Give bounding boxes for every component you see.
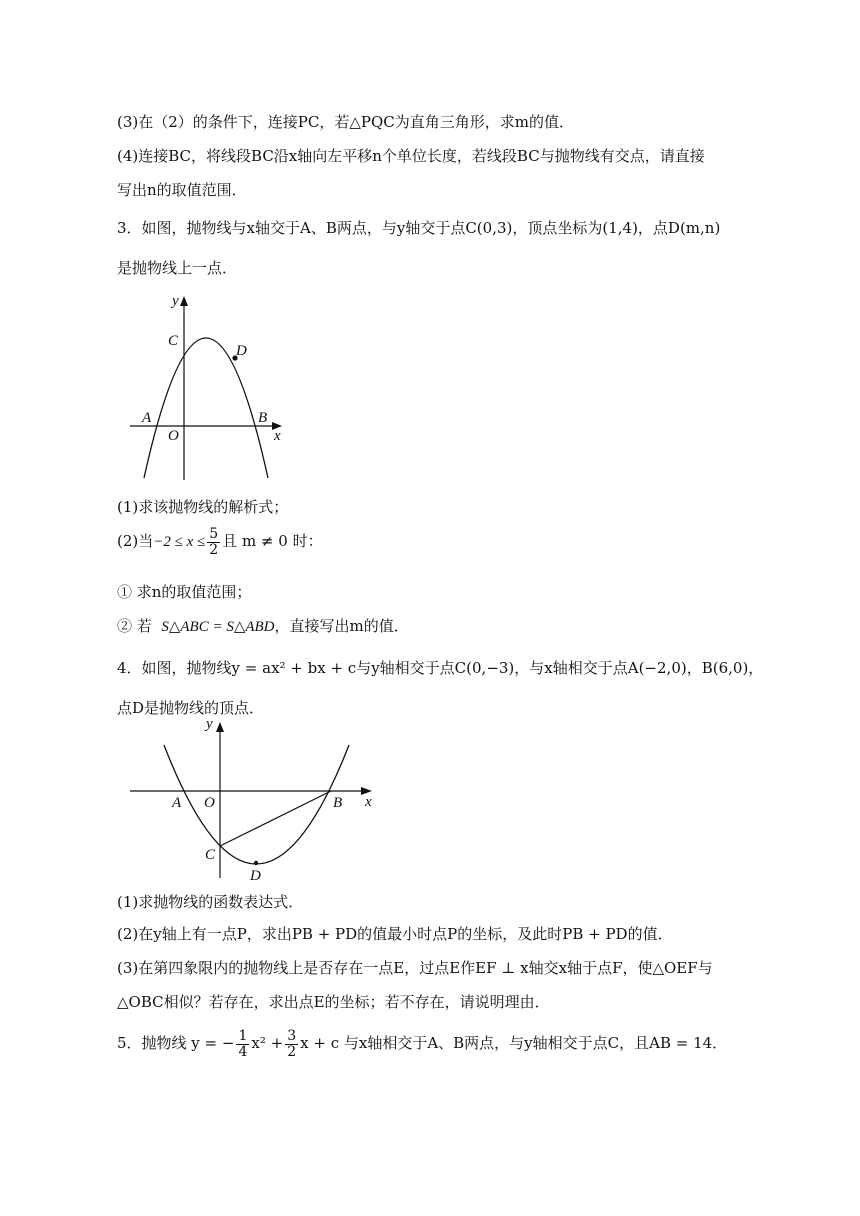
label-y: y bbox=[172, 293, 179, 309]
q2-prefix: (2)当 bbox=[117, 532, 154, 550]
p5-prefix: 5．抛物线 y = − bbox=[117, 1034, 235, 1052]
problem4-stem-line1: 4．如图，抛物线y = ax² + bx + c与y轴相交于点C(0,−3)，与x轴相交于点A(−2,0)，B(6,0)， bbox=[117, 659, 764, 677]
problem4-q3-line2: △OBC相似？若存在，求出点E的坐标；若不存在，请说明理由． bbox=[117, 993, 550, 1011]
label-d: D bbox=[250, 868, 261, 884]
p5-f2-num: 3 bbox=[287, 1027, 297, 1044]
label-o: O bbox=[168, 428, 179, 444]
parabola-curve bbox=[144, 338, 268, 478]
q2b-suffix: ，直接写出m的值． bbox=[274, 617, 409, 635]
q2-suffix: 且 m ≠ 0 时： bbox=[222, 532, 323, 550]
q2b-formula: S△ABC = S△ABD bbox=[161, 619, 275, 635]
problem3-q2 bbox=[117, 526, 323, 558]
point-d bbox=[254, 861, 258, 865]
problem5-stem bbox=[117, 1026, 727, 1060]
q2b-prefix: ② 若 bbox=[117, 617, 152, 635]
label-x: x bbox=[365, 794, 372, 810]
q2-condition: −2 ≤ x ≤ bbox=[153, 534, 206, 550]
label-a: A bbox=[172, 795, 182, 811]
problem3-q1: (1)求该抛物线的解析式； bbox=[117, 498, 289, 516]
problem2-q3: (3)在（2）的条件下，连接PC，若△PQC为直角三角形，求m的值． bbox=[117, 113, 574, 131]
label-o: O bbox=[204, 795, 215, 811]
q2-fraction bbox=[207, 527, 220, 558]
p5-f2-den: 2 bbox=[287, 1043, 297, 1060]
problem4-stem-line2: 点D是抛物线的顶点． bbox=[117, 699, 265, 717]
problem4-q1: (1)求抛物线的函数表达式． bbox=[117, 893, 304, 911]
problem2-q4-line2: 写出n的取值范围． bbox=[117, 181, 247, 199]
segment-bc bbox=[220, 791, 331, 846]
problem3-q2b bbox=[117, 616, 409, 637]
p5-f1-den: 4 bbox=[238, 1043, 248, 1060]
q2-frac-den: 2 bbox=[209, 541, 219, 558]
label-y: y bbox=[206, 718, 213, 732]
p5-f1-num: 1 bbox=[238, 1027, 248, 1044]
p5-suffix: x + c 与x轴相交于A、B两点，与y轴相交于点C，且AB = 14． bbox=[300, 1034, 728, 1052]
p5-fraction-2 bbox=[285, 1029, 298, 1060]
p5-fraction-1 bbox=[236, 1029, 249, 1060]
problem3-stem-line1: 3．如图，抛物线与x轴交于A、B两点，与y轴交于点C(0,3)，顶点坐标为(1,4)，点D(m,n) bbox=[117, 219, 721, 237]
label-b: B bbox=[258, 410, 268, 426]
problem3-q2a: ① 求n的取值范围； bbox=[117, 583, 252, 601]
y-axis-arrow-icon bbox=[180, 296, 188, 306]
problem2-q4-line1: (4)连接BC，将线段BC沿x轴向左平移n个单位长度，若线段BC与抛物线有交点，请直接 bbox=[117, 147, 705, 165]
problem4-q3-line1: (3)在第四象限内的抛物线上是否存在一点E，过点E作EF ⊥ x轴交x轴于点F，使△OEF与 bbox=[117, 959, 713, 977]
problem3-figure bbox=[122, 288, 302, 488]
problem4-figure bbox=[122, 718, 392, 888]
q2-frac-num: 5 bbox=[209, 525, 219, 542]
problem3-stem-line2: 是抛物线上一点． bbox=[117, 259, 238, 277]
label-a: A bbox=[142, 410, 152, 426]
label-x: x bbox=[274, 428, 281, 444]
label-b: B bbox=[333, 795, 343, 811]
label-c: C bbox=[168, 333, 179, 349]
p5-mid: x² + bbox=[251, 1034, 284, 1052]
label-d: D bbox=[236, 343, 247, 359]
parabola-curve bbox=[164, 745, 349, 864]
problem4-q2: (2)在y轴上有一点P，求出PB + PD的值最小时点P的坐标，及此时PB + PD的值． bbox=[117, 925, 673, 943]
y-axis-arrow-icon bbox=[216, 722, 224, 732]
label-c: C bbox=[205, 847, 216, 863]
